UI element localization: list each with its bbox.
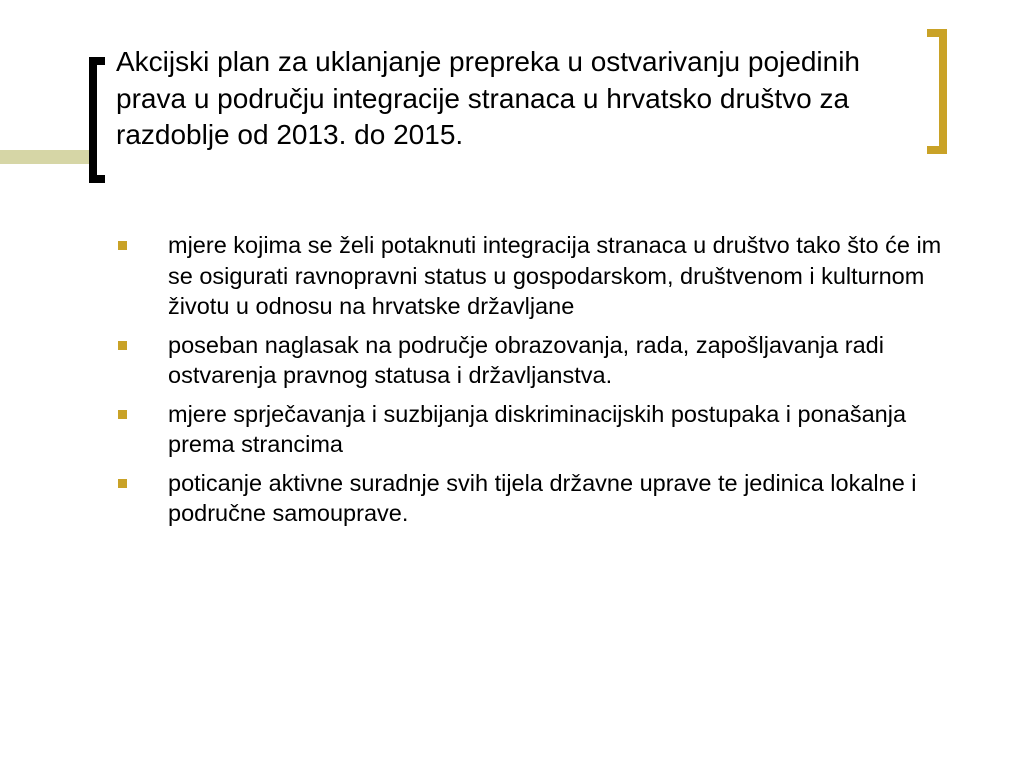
right-bracket-decoration [927,29,947,154]
bullet-text: mjere kojima se želi potaknuti integracija stranaca u društvo tako što će im se osigurati ravnopravni status u gospodarskom, društvenom i kulturnom životu u odnosu na hrvatske državljane [168,232,942,319]
square-bullet-icon [118,241,127,250]
square-bullet-icon [118,410,127,419]
bullet-item [118,330,958,391]
left-bracket-decoration [89,57,105,183]
bullet-item [118,468,958,529]
bullet-list [118,230,958,537]
bullet-item [118,399,958,460]
square-bullet-icon [118,479,127,488]
bullet-text: mjere sprječavanja i suzbijanja diskriminacijskih postupaka i ponašanja prema strancima [168,400,907,457]
bullet-text: poseban naglasak na područje obrazovanja, rada, zapošljavanja radi ostvarenja pravnog statusa i državljanstva. [168,331,884,388]
bullet-item [118,230,958,322]
bullet-text: poticanje aktivne suradnje svih tijela državne uprave te jedinica lokalne i područne samouprave. [168,469,917,526]
square-bullet-icon [118,341,127,350]
slide-title: Akcijski plan za uklanjanje prepreka u ostvarivanju pojedinih prava u području integracije stranaca u hrvatsko društvo za razdoblje od 2013. do 2015. [116,46,860,150]
accent-bar [0,150,91,164]
